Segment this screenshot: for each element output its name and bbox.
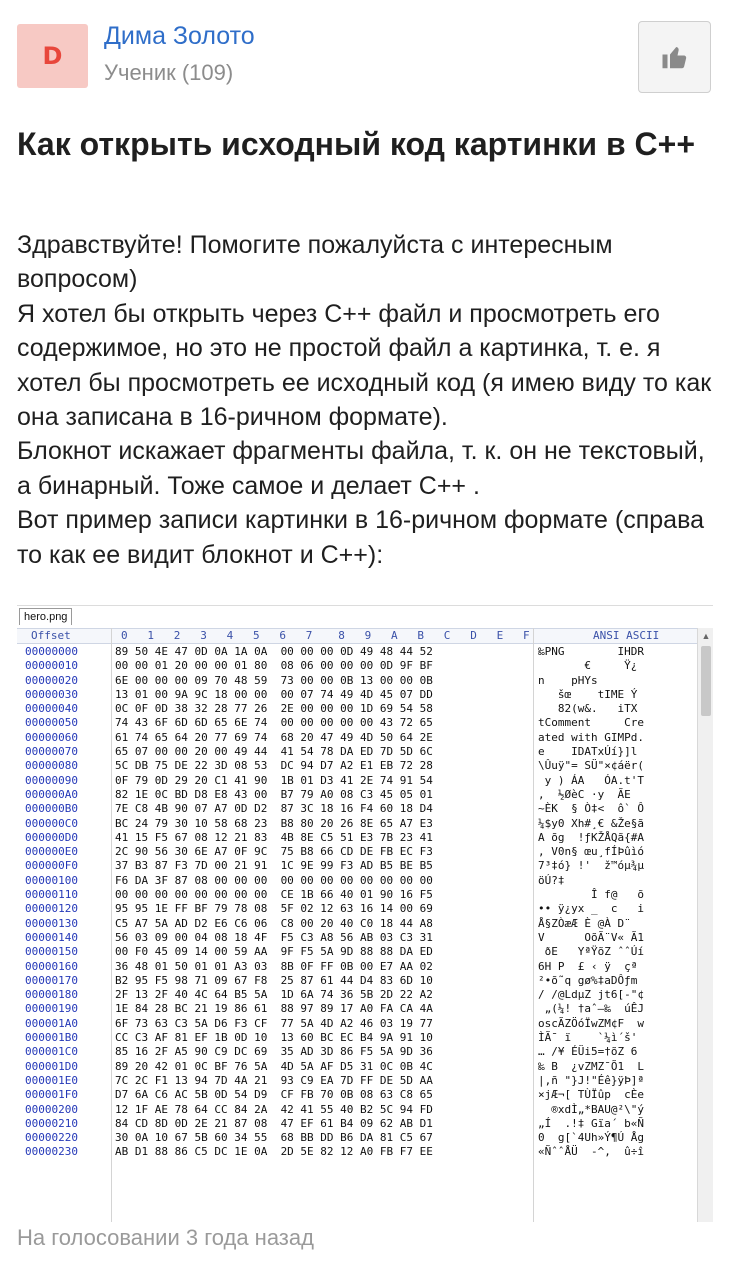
hex-scrollbar — [697, 628, 713, 1222]
hex-offset: 00000080 — [25, 759, 78, 773]
hex-offset: 00000100 — [25, 873, 78, 887]
hex-column-label: 1 — [147, 629, 155, 642]
hex-offset: 00000010 — [25, 659, 78, 673]
hex-offset: 000000B0 — [25, 802, 78, 816]
hex-row — [17, 1088, 697, 1102]
hex-bytes: 56 03 09 00 04 08 18 4F F5 C3 A8 56 AB 03 C3 31 — [115, 930, 433, 944]
hex-bytes: 37 B3 87 F3 7D 00 21 91 1C 9E 99 F3 AD B5 BE B5 — [115, 859, 433, 873]
hex-row — [17, 974, 697, 988]
hex-column-label: F — [523, 629, 530, 642]
hex-row — [17, 731, 697, 745]
hex-bytes: BC 24 79 30 10 58 68 23 B8 80 20 26 8E 65 A7 E3 — [115, 816, 433, 830]
hex-offset: 00000130 — [25, 916, 78, 930]
hex-row — [17, 688, 697, 702]
hex-column-label: 4 — [226, 629, 234, 642]
hex-offset: 000000F0 — [25, 859, 78, 873]
hex-ascii: «ÑˆˆÅÜ -^‚ û÷î — [538, 1145, 644, 1159]
hex-row — [17, 788, 697, 802]
hex-offset: 00000120 — [25, 902, 78, 916]
hex-file-tab: hero.png — [19, 608, 72, 625]
hex-row — [17, 831, 697, 845]
hex-bytes: 1E 84 28 BC 21 19 86 61 88 97 89 17 A0 FA CA 4A — [115, 1002, 433, 1016]
hex-row — [17, 716, 697, 730]
hex-offset: 00000090 — [25, 773, 78, 787]
hex-row — [17, 1117, 697, 1131]
hex-bytes: 13 01 00 9A 9C 18 00 00 00 07 74 49 4D 45 07 DD — [115, 687, 433, 701]
hex-column-label: 8 — [338, 629, 345, 642]
author-rank: Ученик (109) — [104, 60, 234, 85]
hex-offset: 000001C0 — [25, 1045, 78, 1059]
hex-offset: 000000E0 — [25, 845, 78, 859]
hex-column-label: 0 — [121, 629, 128, 642]
hex-bytes: 7C 2C F1 13 94 7D 4A 21 93 C9 EA 7D FF DE 5D AA — [115, 1073, 433, 1087]
hex-row — [17, 1060, 697, 1074]
hex-ascii: y ) ÁA ÓA.t'T — [538, 773, 644, 787]
hex-bytes: 6F 73 63 C3 5A D6 F3 CF 77 5A 4D A2 46 03 19 77 — [115, 1016, 433, 1030]
hex-ascii: oscÃZÖóÏwZM¢F w — [538, 1016, 644, 1030]
hex-offset: 00000060 — [25, 730, 78, 744]
hex-offset: 00000140 — [25, 930, 78, 944]
hex-bytes: 74 43 6F 6D 6D 65 6E 74 00 00 00 00 00 43 72 65 — [115, 716, 433, 730]
hex-row — [17, 845, 697, 859]
hex-ascii: „(¼! †aˆ—‰ úÊJ — [538, 1002, 644, 1016]
hex-row — [17, 859, 697, 873]
hex-bytes: 41 15 F5 67 08 12 21 83 4B 8E C5 51 E3 7B 23 41 — [115, 830, 433, 844]
author-name-link[interactable]: Дима Золото — [104, 22, 255, 50]
hex-row — [17, 988, 697, 1002]
hex-column-header — [17, 628, 713, 644]
hex-row — [17, 960, 697, 974]
hex-ascii: / /@LdµZ jt6[-"¢ — [538, 988, 644, 1002]
hex-ascii: 7³‡ó} !' ž™óµ¾µ — [538, 859, 644, 873]
hex-offset: 00000230 — [25, 1145, 78, 1159]
hex-offset: 000001E0 — [25, 1073, 78, 1087]
hex-row — [17, 1131, 697, 1145]
hex-offset: 00000110 — [25, 888, 78, 902]
hex-ascii: 82(w&. iTX — [538, 702, 638, 716]
hex-bytes: CC C3 AF 81 EF 1B 0D 10 13 60 BC EC B4 9A 91 10 — [115, 1031, 433, 1045]
hex-bytes: 95 95 1E FF BF 79 78 08 5F 02 12 63 16 14 00 69 — [115, 902, 433, 916]
hex-bytes: F6 DA 3F 87 08 00 00 00 00 00 00 00 00 00 00 00 — [115, 873, 433, 887]
hex-offset: 00000220 — [25, 1131, 78, 1145]
hex-ascii: šœ tIME Ý — [538, 687, 638, 701]
hex-row — [17, 945, 697, 959]
hex-bytes: B2 95 F5 98 71 09 67 F8 25 87 61 44 D4 83 6D 10 — [115, 973, 433, 987]
hex-ascii: ~ÈK § Ò‡< ô` Ô — [538, 802, 644, 816]
hex-column-label: C — [443, 629, 451, 642]
hex-row — [17, 888, 697, 902]
hex-ascii: € Ÿ¿ — [538, 659, 638, 673]
hex-bytes: 0C 0F 0D 38 32 28 77 26 2E 00 00 00 1D 69 54 58 — [115, 702, 433, 716]
hex-column-label: 5 — [253, 629, 260, 642]
question-title: Как открыть исходный код картинки в С++ — [17, 126, 696, 162]
hex-bytes: 30 0A 10 67 5B 60 34 55 68 BB DD B6 DA 81 C5 67 — [115, 1131, 433, 1145]
hex-column-label: 9 — [364, 629, 372, 642]
hex-row — [17, 902, 697, 916]
hex-ascii: ÌÃ¯ ï `¼ì´š' — [538, 1031, 638, 1045]
hex-offset: 000000A0 — [25, 787, 78, 801]
hex-ascii: ®xdÌ„*BAU@²\"ý — [538, 1102, 644, 1116]
hex-ascii: A õg !ƒKŽÅQã{#A — [538, 830, 644, 844]
hex-row — [17, 1002, 697, 1016]
hex-column-label: 7 — [305, 629, 313, 642]
hex-offset: 00000160 — [25, 959, 78, 973]
hex-offset: 00000020 — [25, 673, 78, 687]
hex-offset: 00000190 — [25, 1002, 78, 1016]
hex-offset: 000001F0 — [25, 1088, 78, 1102]
hex-ascii: ðE YªŸõZ ˆˆÚí — [538, 945, 644, 959]
hex-bytes: 82 1E 0C BD D8 E8 43 00 B7 79 A0 08 C3 45 05 01 — [115, 787, 433, 801]
scrollbar-thumb — [701, 646, 711, 716]
hex-bytes: 2C 90 56 30 6E A7 0F 9C 75 B8 66 CD DE FB EC F3 — [115, 845, 433, 859]
hex-ascii: n pHYs — [538, 673, 598, 687]
hex-offset: 00000050 — [25, 716, 78, 730]
hex-column-label: D — [470, 629, 477, 642]
hex-column-label: 2 — [173, 629, 181, 642]
hex-bytes: C5 A7 5A AD D2 E6 C6 06 C8 00 20 40 C0 18 44 A8 — [115, 916, 433, 930]
hex-row — [17, 1045, 697, 1059]
ascii-header: ANSI ASCII — [593, 629, 660, 642]
hex-row — [17, 917, 697, 931]
hex-bytes: 00 00 01 20 00 00 01 80 08 06 00 00 00 0D 9F BF — [115, 659, 433, 673]
hex-ascii: ×jÆ¬[ TÙÏûp cÈe — [538, 1088, 644, 1102]
hex-row — [17, 874, 697, 888]
hex-row — [17, 645, 697, 659]
hex-row — [17, 1103, 697, 1117]
hex-ascii: •• ÿ¿yx _ c i — [538, 902, 644, 916]
avatar[interactable] — [17, 24, 88, 88]
hex-offset: 000001B0 — [25, 1031, 78, 1045]
hex-ascii: V OõÃ¨V« Ã1 — [538, 930, 644, 944]
hex-row — [17, 1074, 697, 1088]
hex-bytes: 85 16 2F A5 90 C9 DC 69 35 AD 3D 86 F5 5A 9D 36 — [115, 1045, 433, 1059]
hex-row — [17, 745, 697, 759]
hex-offset: 00000040 — [25, 702, 78, 716]
hex-ascii: \Ûuÿ"= SÜ"×¢áër( — [538, 759, 644, 773]
hex-ascii: Î f@ õ — [538, 888, 644, 902]
hex-offset: 000000D0 — [25, 830, 78, 844]
hex-ascii: ‚ ½ØèC ·y ÃE — [538, 787, 631, 801]
hex-offset: 000001D0 — [25, 1059, 78, 1073]
hex-row — [17, 1145, 697, 1159]
hex-offset: 00000210 — [25, 1116, 78, 1130]
hex-offset: 000000C0 — [25, 816, 78, 830]
hex-viewer-image — [17, 605, 713, 1222]
hex-ascii: Å§ZÒæÆ È @À D¨ — [538, 916, 631, 930]
hex-offset: 00000150 — [25, 945, 78, 959]
hex-ascii: 6H P £ ‹ ÿ çª — [538, 959, 638, 973]
hex-offset: 00000000 — [25, 645, 78, 658]
hex-bytes: 89 50 4E 47 0D 0A 1A 0A 00 00 00 0D 49 48 44 52 — [115, 645, 433, 658]
hex-row — [17, 759, 697, 773]
hex-offset: 00000200 — [25, 1102, 78, 1116]
hex-ascii: 0 g[`4Uh»Ý¶Ú Åg — [538, 1131, 644, 1145]
hex-row — [17, 817, 697, 831]
hex-offset: 00000170 — [25, 973, 78, 987]
hex-row — [17, 1017, 697, 1031]
hex-offset: 000001A0 — [25, 1016, 78, 1030]
hex-bytes: 0F 79 0D 29 20 C1 41 90 1B 01 D3 41 2E 74 91 54 — [115, 773, 433, 787]
hex-bytes: D7 6A C6 AC 5B 0D 54 D9 CF FB 70 0B 08 63 C8 65 — [115, 1088, 433, 1102]
thumbs-up-icon — [660, 42, 690, 72]
hex-bytes: 6E 00 00 00 09 70 48 59 73 00 00 0B 13 00 00 0B — [115, 673, 433, 687]
hex-row — [17, 931, 697, 945]
hex-row — [17, 674, 697, 688]
question-header — [0, 0, 729, 110]
hex-row — [17, 1031, 697, 1045]
hex-column-label: 3 — [200, 629, 207, 642]
hex-row — [17, 702, 697, 716]
hex-row — [17, 774, 697, 788]
hex-bytes: 84 CD 8D 0D 2E 21 87 08 47 EF 61 B4 09 62 AB D1 — [115, 1116, 433, 1130]
hex-ascii: ‰ B ¿vZMZ¯Õ1 L — [538, 1059, 644, 1073]
hex-ascii: ated with GIMPd. — [538, 730, 644, 744]
hex-bytes: 12 1F AE 78 64 CC 84 2A 42 41 55 40 B2 5C 94 FD — [115, 1102, 433, 1116]
scroll-up-icon: ▲ — [701, 631, 711, 641]
hex-ascii: tComment Cre — [538, 716, 644, 730]
offset-header: Offset — [31, 629, 71, 642]
hex-rows — [17, 645, 697, 1160]
hex-ascii: „Í .!‡ Gïa´ b«Ñ — [538, 1116, 644, 1130]
hex-bytes: 2F 13 2F 40 4C 64 B5 5A 1D 6A 74 36 5B 2D 22 A2 — [115, 988, 433, 1002]
hex-ascii: ¼$y0 Xh#¸€ &Že§ã — [538, 816, 644, 830]
hex-column-label: A — [391, 629, 398, 642]
hex-row — [17, 659, 697, 673]
hex-offset: 00000070 — [25, 745, 78, 759]
hex-bytes: 89 20 42 01 0C BF 76 5A 4D 5A AF D5 31 0C 0B 4C — [115, 1059, 433, 1073]
question-status: На голосовании 3 года назад — [17, 1225, 314, 1250]
hex-row — [17, 802, 697, 816]
hex-column-label: B — [417, 629, 425, 642]
avatar-letter: D — [42, 42, 63, 70]
hex-column-label: 6 — [279, 629, 287, 642]
hex-ascii: öÚ?‡ — [538, 873, 565, 887]
hex-offset: 00000180 — [25, 988, 78, 1002]
hex-ascii: e IDATxÚí}]l — [538, 745, 638, 759]
hex-bytes: 00 00 00 00 00 00 00 00 CE 1B 66 40 01 90 16 F5 — [115, 888, 433, 902]
hex-ascii: … /¥ ÉÜi5=†õZ 6 — [538, 1045, 638, 1059]
hex-bytes: 7E C8 4B 90 07 A7 0D D2 87 3C 18 16 F4 60 18 D4 — [115, 802, 433, 816]
hex-column-label: E — [496, 629, 504, 642]
hex-ascii: ²•õ˜q gø%‡aDÔƒm — [538, 973, 638, 987]
like-button[interactable] — [638, 21, 711, 93]
hex-ascii: |,ñ "}J!"Éê}ÿÞ]ª — [538, 1073, 644, 1087]
hex-ascii: ‰PNG IHDR — [538, 645, 644, 658]
hex-bytes: 36 48 01 50 01 01 A3 03 8B 0F FF 0B 00 E7 AA 02 — [115, 959, 433, 973]
hex-bytes: 5C DB 75 DE 22 3D 08 53 DC 94 D7 A2 E1 EB 72 28 — [115, 759, 433, 773]
hex-bytes: 00 F0 45 09 14 00 59 AA 9F F5 5A 9D 88 88 DA ED — [115, 945, 433, 959]
hex-bytes: 61 74 65 64 20 77 69 74 68 20 47 49 4D 50 64 2E — [115, 730, 433, 744]
hex-offset: 00000030 — [25, 687, 78, 701]
question-body: Здравствуйте! Помогите пожалуйста с интересным вопросом) Я хотел бы открыть через С++ файл и просмотреть его содержимое, но это не простой файл а картинка, т. е. я хотел бы просмотреть ее исходный код (я имею виду то как она записана в 16-ричном формате). Блокнот искажает фрагменты файла, т. к. он не текстовый, а бинарный. Тоже самое и делает С++ . Вот пример записи картинки в 16-ричном формате (справа то как ее видит блокнот и С++): — [17, 231, 712, 569]
hex-ascii: , V0n§ œu¸fÍÞûìó — [538, 845, 644, 859]
hex-bytes: AB D1 88 86 C5 DC 1E 0A 2D 5E 82 12 A0 FB F7 EE — [115, 1145, 433, 1159]
hex-bytes: 65 07 00 00 20 00 49 44 41 54 78 DA ED 7D 5D 6C — [115, 745, 433, 759]
